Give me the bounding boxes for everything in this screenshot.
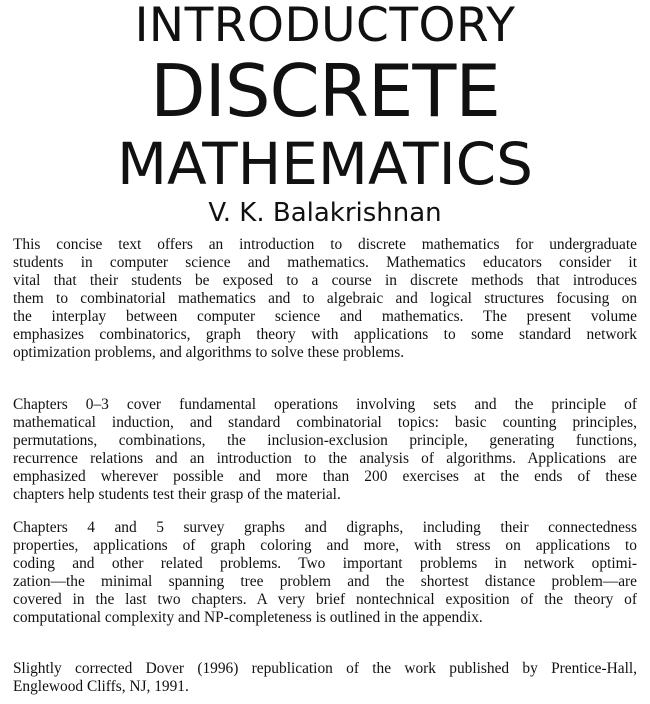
title-line-discrete: DISCRETE — [150, 49, 500, 133]
title-line-introductory: INTRODUCTORY — [134, 0, 516, 53]
text-line: coding and other related problems. Two important problems in network optimi- — [13, 555, 637, 572]
text-line: recurrence relations and an introduction to the analysis of algorithms. Applications are — [13, 450, 637, 467]
text-line: the interplay between computer science and mathematics. The present volume — [13, 308, 637, 325]
text-line: permutations, combinations, the inclusion-exclusion principle, generating functions, — [13, 432, 637, 449]
text-line: Slightly corrected Dover (1996) republication of the work published by Prentice-Hall, — [13, 660, 637, 677]
author-name: V. K. Balakrishnan — [208, 198, 442, 228]
text-line: emphasizes combinatorics, graph theory with applications to some standard network — [13, 326, 637, 343]
title-line-mathematics: MATHEMATICS — [117, 130, 533, 198]
text-line: zation—the minimal spanning tree problem and the shortest distance problem—are — [13, 573, 637, 590]
text-line: students in computer science and mathematics. Mathematics educators consider it — [13, 254, 637, 271]
text-line: computational complexity and NP-completeness is outlined in the appendix. — [13, 609, 483, 626]
text-line: optimization problems, and algorithms to solve these problems. — [13, 344, 405, 361]
description-paragraph-3 — [13, 519, 637, 627]
text-line: This concise text offers an introduction to discrete mathematics for undergraduate — [13, 236, 637, 253]
text-line: Englewood Cliffs, NJ, 1991. — [13, 678, 189, 695]
description-paragraph-1 — [13, 236, 637, 362]
text-line: them to combinatorial mathematics and to algebraic and logical structures focusing on — [13, 290, 637, 307]
text-line: chapters help students test their grasp of the material. — [13, 486, 341, 503]
description-paragraph-2 — [13, 396, 637, 504]
text-line: vital that their students be exposed to a course in discrete methods that introduces — [13, 272, 637, 289]
text-line: covered in the last two chapters. A very brief nontechnical exposition of the theory of — [13, 591, 637, 608]
text-line: mathematical induction, and standard combinatorial topics: basic counting principles, — [13, 414, 637, 431]
text-line: Chapters 4 and 5 survey graphs and digraphs, including their connectedness — [13, 519, 637, 536]
text-line: properties, applications of graph coloring and more, with stress on applications to — [13, 537, 637, 554]
publication-note — [13, 660, 637, 696]
text-line: emphasized wherever possible and more than 200 exercises at the ends of these — [13, 468, 637, 485]
text-line: Chapters 0–3 cover fundamental operations involving sets and the principle of — [13, 396, 637, 413]
